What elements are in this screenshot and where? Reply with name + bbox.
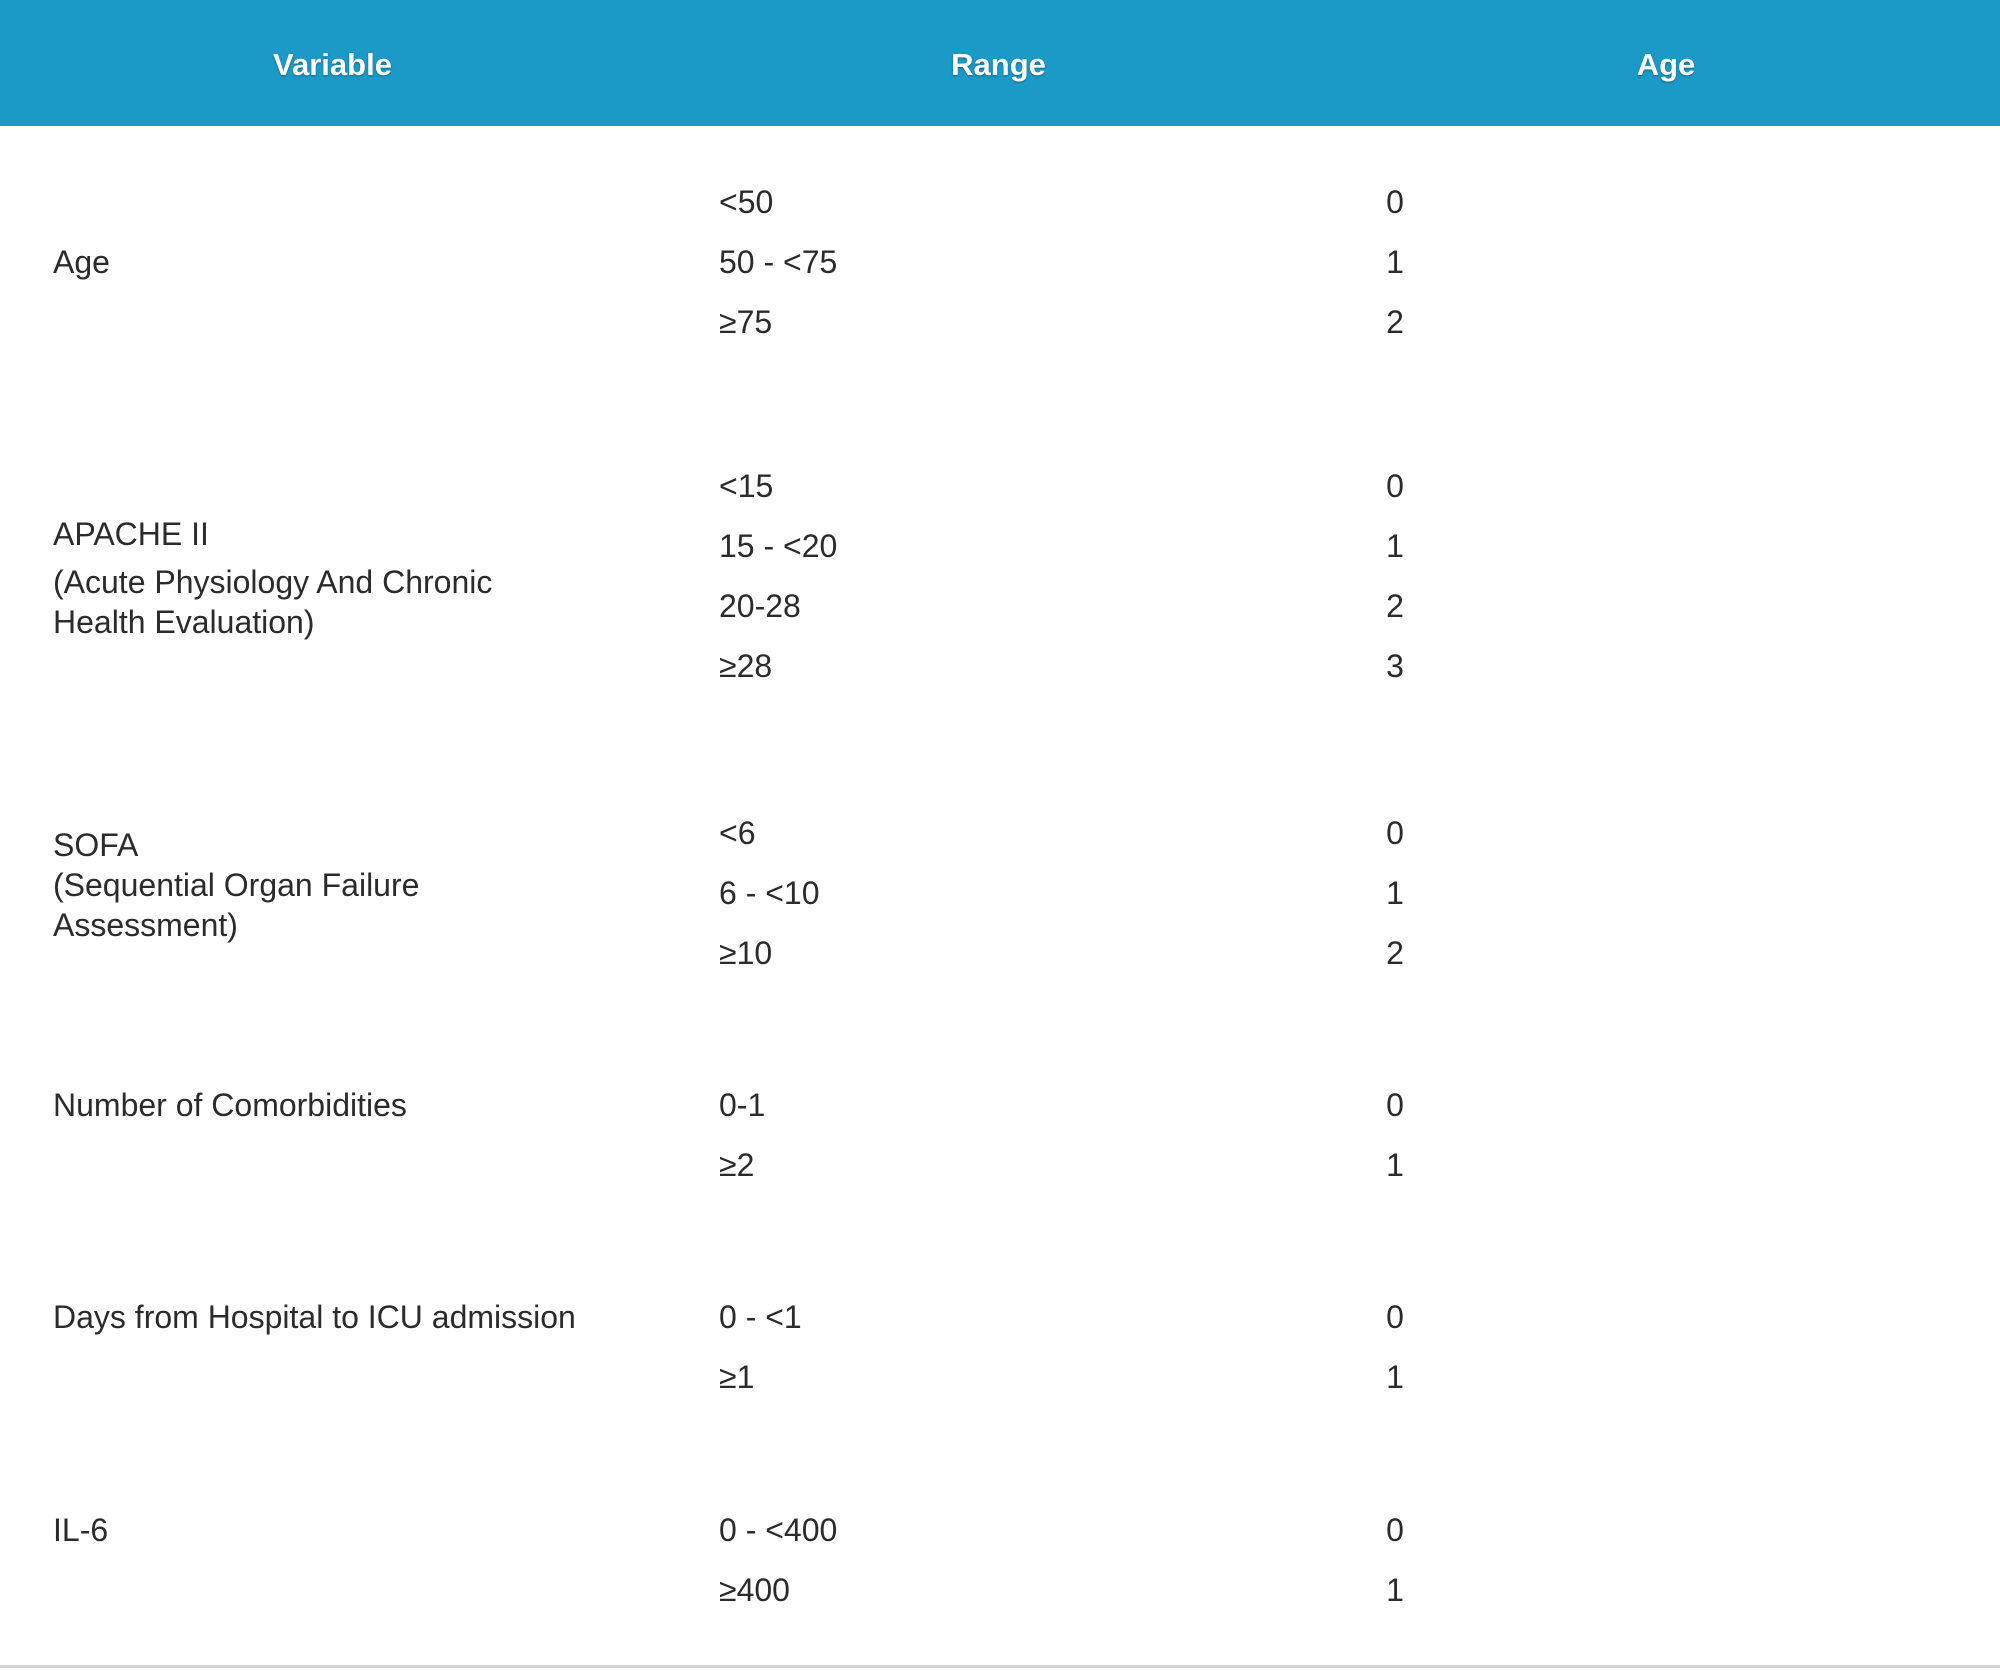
column-header-range: Range [951,47,1046,82]
score-value: 0 [1386,1512,1404,1548]
range-value: ≥10 [719,935,773,971]
score-value: 1 [1386,1147,1404,1183]
column-header-score: Age [1636,47,1696,82]
score-value: 0 [1386,1299,1404,1335]
range-value: <50 [719,184,774,220]
score-value: 2 [1386,304,1404,340]
range-value: <15 [719,468,774,504]
range-value: 6 - <10 [719,875,820,911]
range-score-item [0,292,2000,352]
score-value: 1 [1386,528,1404,564]
score-value: 1 [1386,1359,1404,1395]
score-value: 0 [1386,1087,1404,1123]
range-score-list [0,172,2000,352]
column-header-variable: Variable [273,47,392,82]
range-value: ≥2 [719,1147,755,1183]
range-value: 0 - <400 [719,1512,838,1548]
range-score-item [0,1347,2000,1407]
table-row-age [0,172,2000,352]
range-value: <6 [719,815,756,851]
table-header [0,0,2000,126]
range-score-item [0,803,2000,863]
variable-description: (Acute Physiology And Chronic Health Evaluation) [53,564,493,640]
range-score-list [0,803,2000,983]
variable-name: Number of Comorbidities [53,1087,407,1123]
range-score-item [0,576,2000,636]
table-row-days-to-icu [0,1287,2000,1407]
range-score-item [0,1500,2000,1560]
range-score-item [0,232,2000,292]
variable-name: Days from Hospital to ICU admission [53,1299,576,1335]
score-value: 2 [1386,588,1404,624]
score-value: 0 [1386,184,1404,220]
range-score-item [0,1075,2000,1135]
range-value: ≥400 [719,1572,790,1608]
range-score-item [0,1560,2000,1620]
range-score-item [0,923,2000,983]
variable-name: IL-6 [53,1512,109,1548]
score-value: 0 [1386,815,1404,851]
score-value: 2 [1386,935,1404,971]
variable-name: Age [53,244,110,280]
variable-name: APACHE II [53,516,209,552]
range-score-item [0,863,2000,923]
range-value: 15 - <20 [719,528,838,564]
range-value: ≥1 [719,1359,755,1395]
score-value: 1 [1386,875,1404,911]
range-score-list [0,1075,2000,1195]
table-row-apache-ii [0,456,2000,696]
range-score-item [0,636,2000,696]
score-value: 0 [1386,468,1404,504]
table-row-comorbidities [0,1075,2000,1195]
range-value: 50 - <75 [719,244,838,280]
score-value: 3 [1386,648,1404,684]
table-row-il-6 [0,1500,2000,1620]
variable-name: SOFA [53,827,139,863]
table-row-sofa [0,803,2000,983]
table-bottom-border [0,1665,2000,1668]
range-score-list [0,1287,2000,1407]
score-value: 1 [1386,1572,1404,1608]
range-value: 20-28 [719,588,801,624]
range-score-item [0,1135,2000,1195]
range-score-list [0,1500,2000,1620]
range-value: 0-1 [719,1087,766,1123]
variable-description: (Sequential Organ Failure Assessment) [53,867,420,943]
score-value: 1 [1386,244,1404,280]
range-score-list [0,456,2000,696]
range-score-item [0,516,2000,576]
range-value: ≥75 [719,304,773,340]
range-value: ≥28 [719,648,773,684]
range-score-item [0,456,2000,516]
range-score-item [0,172,2000,232]
range-score-item [0,1287,2000,1347]
range-value: 0 - <1 [719,1299,802,1335]
